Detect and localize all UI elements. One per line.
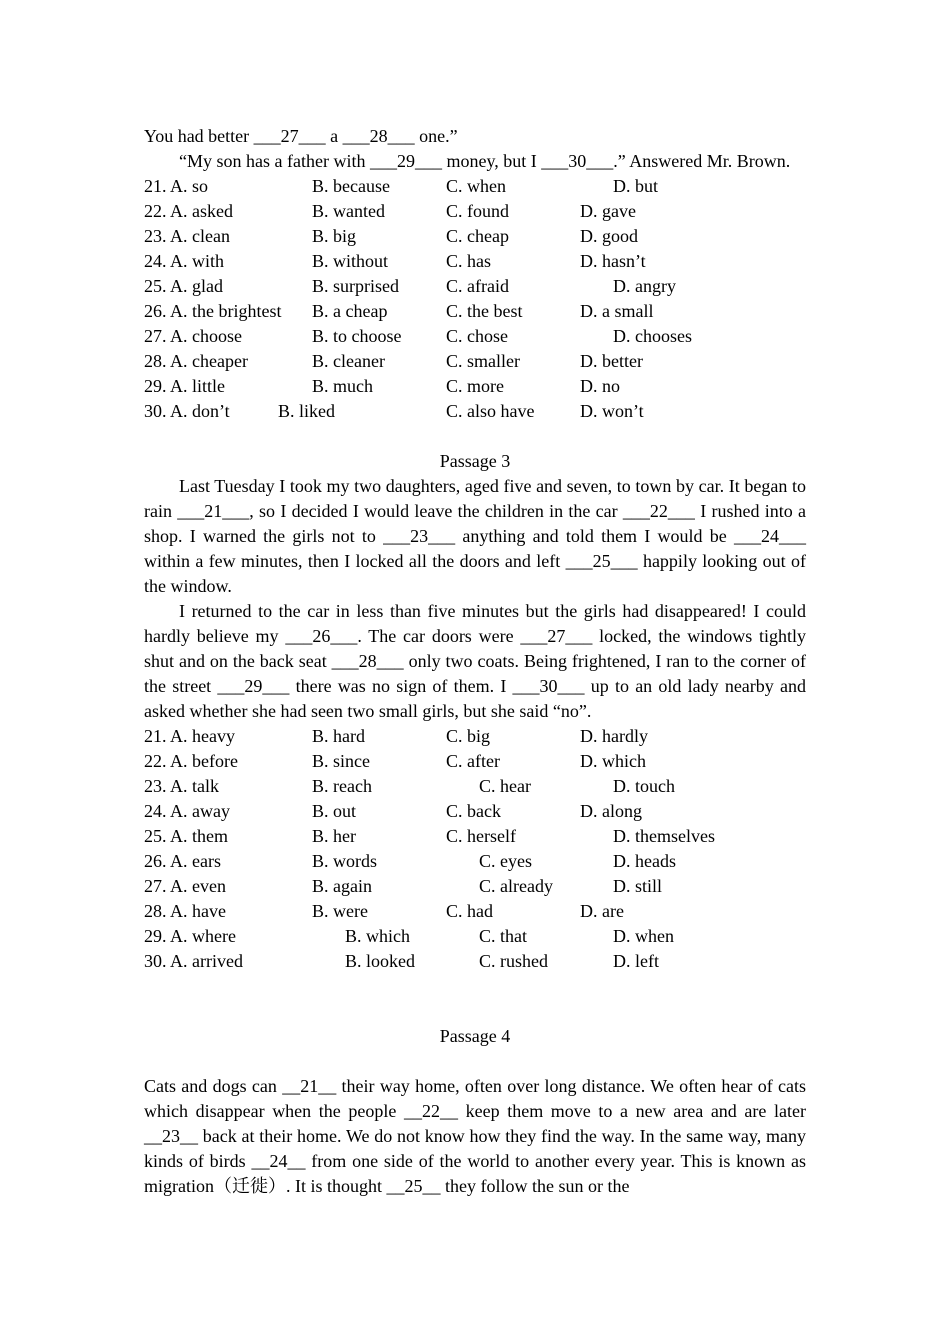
option-d: D. gave — [580, 201, 636, 221]
option-row — [144, 174, 806, 199]
option-row — [144, 299, 806, 324]
option-b: B. reach — [312, 776, 372, 796]
option-b: B. liked — [278, 401, 335, 421]
option-d: D. themselves — [613, 826, 715, 846]
option-a: 30. A. don’t — [144, 401, 230, 421]
option-row — [144, 274, 806, 299]
option-row — [144, 824, 806, 849]
option-row — [144, 749, 806, 774]
option-row — [144, 724, 806, 749]
option-b: B. because — [312, 176, 390, 196]
option-b: B. big — [312, 226, 357, 246]
option-b: B. surprised — [312, 276, 399, 296]
option-c: C. eyes — [479, 851, 532, 871]
passage2-answer-paragraph: “My son has a father with ___29___ money, but I ___30___.” Answered Mr. Brown. — [179, 151, 791, 171]
option-row — [144, 374, 806, 399]
option-b: B. out — [312, 801, 357, 821]
option-row — [144, 324, 806, 349]
option-c: C. had — [446, 901, 493, 921]
spacer — [144, 424, 806, 449]
option-a: 30. A. arrived — [144, 951, 243, 971]
option-row — [144, 874, 806, 899]
options-passage3 — [144, 724, 806, 974]
option-b: B. wanted — [312, 201, 385, 221]
option-a: 24. A. away — [144, 801, 230, 821]
option-c: C. also have — [446, 401, 535, 421]
option-c: C. hear — [479, 776, 531, 796]
document-page — [144, 124, 806, 1199]
spacer — [144, 1049, 806, 1074]
option-b: B. her — [312, 826, 356, 846]
option-a: 26. A. the brightest — [144, 301, 282, 321]
passage3-title: Passage 3 — [439, 451, 511, 471]
option-b: B. looked — [345, 951, 415, 971]
option-c: C. afraid — [446, 276, 509, 296]
option-a: 28. A. cheaper — [144, 351, 248, 371]
option-row — [144, 924, 806, 949]
passage3-paragraph-1: Last Tuesday I took my two daughters, aged five and seven, to town by car. It began to rain ___21___, so I decided I would leave the children in the car ___22___ I rushed into a shop. I warned the girls not to ___23___ anything and told them I would be ___24___ within a few minutes, then I locked all the doors and left ___25___ happily looking out of the window. — [144, 476, 806, 596]
option-a: 23. A. talk — [144, 776, 219, 796]
option-d: D. which — [580, 751, 646, 771]
option-b: B. cleaner — [312, 351, 385, 371]
option-c: C. back — [446, 801, 501, 821]
option-d: D. but — [613, 176, 658, 196]
option-b: B. much — [312, 376, 373, 396]
option-b: B. again — [312, 876, 372, 896]
option-c: C. already — [479, 876, 553, 896]
option-a: 27. A. even — [144, 876, 226, 896]
spacer — [144, 974, 806, 1024]
passage2-line: You had better ___27___ a ___28___ one.” — [144, 126, 458, 146]
option-d: D. won’t — [580, 401, 644, 421]
option-a: 28. A. have — [144, 901, 226, 921]
passage4-title: Passage 4 — [439, 1026, 511, 1046]
option-d: D. are — [580, 901, 624, 921]
passage2-paragraph — [144, 149, 806, 174]
option-d: D. hardly — [580, 726, 648, 746]
option-d: D. left — [613, 951, 659, 971]
option-row — [144, 399, 806, 424]
option-row — [144, 849, 806, 874]
option-c: C. when — [446, 176, 506, 196]
option-d: D. a small — [580, 301, 654, 321]
option-d: D. heads — [613, 851, 676, 871]
passage4-body — [144, 1074, 806, 1199]
option-b: B. hard — [312, 726, 365, 746]
option-b: B. which — [345, 926, 410, 946]
option-row — [144, 349, 806, 374]
option-c: C. big — [446, 726, 491, 746]
option-c: C. more — [446, 376, 504, 396]
option-c: C. found — [446, 201, 509, 221]
option-d: D. hasn’t — [580, 251, 646, 271]
option-b: B. a cheap — [312, 301, 388, 321]
option-a: 26. A. ears — [144, 851, 221, 871]
option-row — [144, 799, 806, 824]
option-c: C. the best — [446, 301, 523, 321]
option-c: C. rushed — [479, 951, 548, 971]
option-c: C. has — [446, 251, 491, 271]
option-a: 24. A. with — [144, 251, 225, 271]
option-c: C. that — [479, 926, 527, 946]
option-a: 25. A. glad — [144, 276, 223, 296]
option-d: D. when — [613, 926, 674, 946]
option-b: B. since — [312, 751, 370, 771]
option-c: C. cheap — [446, 226, 509, 246]
option-row — [144, 899, 806, 924]
option-a: 27. A. choose — [144, 326, 242, 346]
option-b: B. words — [312, 851, 378, 871]
option-d: D. still — [613, 876, 663, 896]
option-a: 21. A. heavy — [144, 726, 235, 746]
option-c: C. herself — [446, 826, 516, 846]
option-c: C. chose — [446, 326, 508, 346]
option-a: 29. A. where — [144, 926, 236, 946]
option-b: B. without — [312, 251, 389, 271]
option-b: B. to choose — [312, 326, 402, 346]
option-c: C. after — [446, 751, 500, 771]
passage3-body — [144, 474, 806, 724]
option-a: 21. A. so — [144, 176, 209, 196]
options-passage2 — [144, 174, 806, 424]
option-d: D. chooses — [613, 326, 692, 346]
option-b: B. were — [312, 901, 368, 921]
option-d: D. along — [580, 801, 642, 821]
option-d: D. angry — [613, 276, 676, 296]
option-a: 22. A. asked — [144, 201, 233, 221]
option-d: D. good — [580, 226, 638, 246]
option-row — [144, 774, 806, 799]
option-row — [144, 949, 806, 974]
passage3-paragraph-2: I returned to the car in less than five minutes but the girls had disappeared! I could hardly believe my ___26___. The car doors were ___27___ locked, the windows tightly shut and on the back seat ___28___ only two coats. Being frightened, I ran to the corner of the street ___29___ there was no sign of them. I ___30___ up to an old lady nearby and asked whether she had seen two small girls, but she said “no”. — [144, 601, 806, 721]
option-a: 23. A. clean — [144, 226, 230, 246]
option-row — [144, 199, 806, 224]
option-d: D. better — [580, 351, 643, 371]
option-d: D. touch — [613, 776, 675, 796]
option-a: 25. A. them — [144, 826, 228, 846]
option-c: C. smaller — [446, 351, 520, 371]
option-row — [144, 249, 806, 274]
option-a: 29. A. little — [144, 376, 225, 396]
passage4-paragraph-1: Cats and dogs can __21__ their way home, often over long distance. We often hear of cats which disappear when the people __22__ keep them move to a new area and are later __23__ back at their home. We do not know how they find the way. In the same way, many kinds of birds __24__ from one side of the world to another every year. This is known as migration（迁徙）. It is thought __25__ they follow the sun or the — [144, 1076, 806, 1196]
option-d: D. no — [580, 376, 620, 396]
option-a: 22. A. before — [144, 751, 238, 771]
option-row — [144, 224, 806, 249]
